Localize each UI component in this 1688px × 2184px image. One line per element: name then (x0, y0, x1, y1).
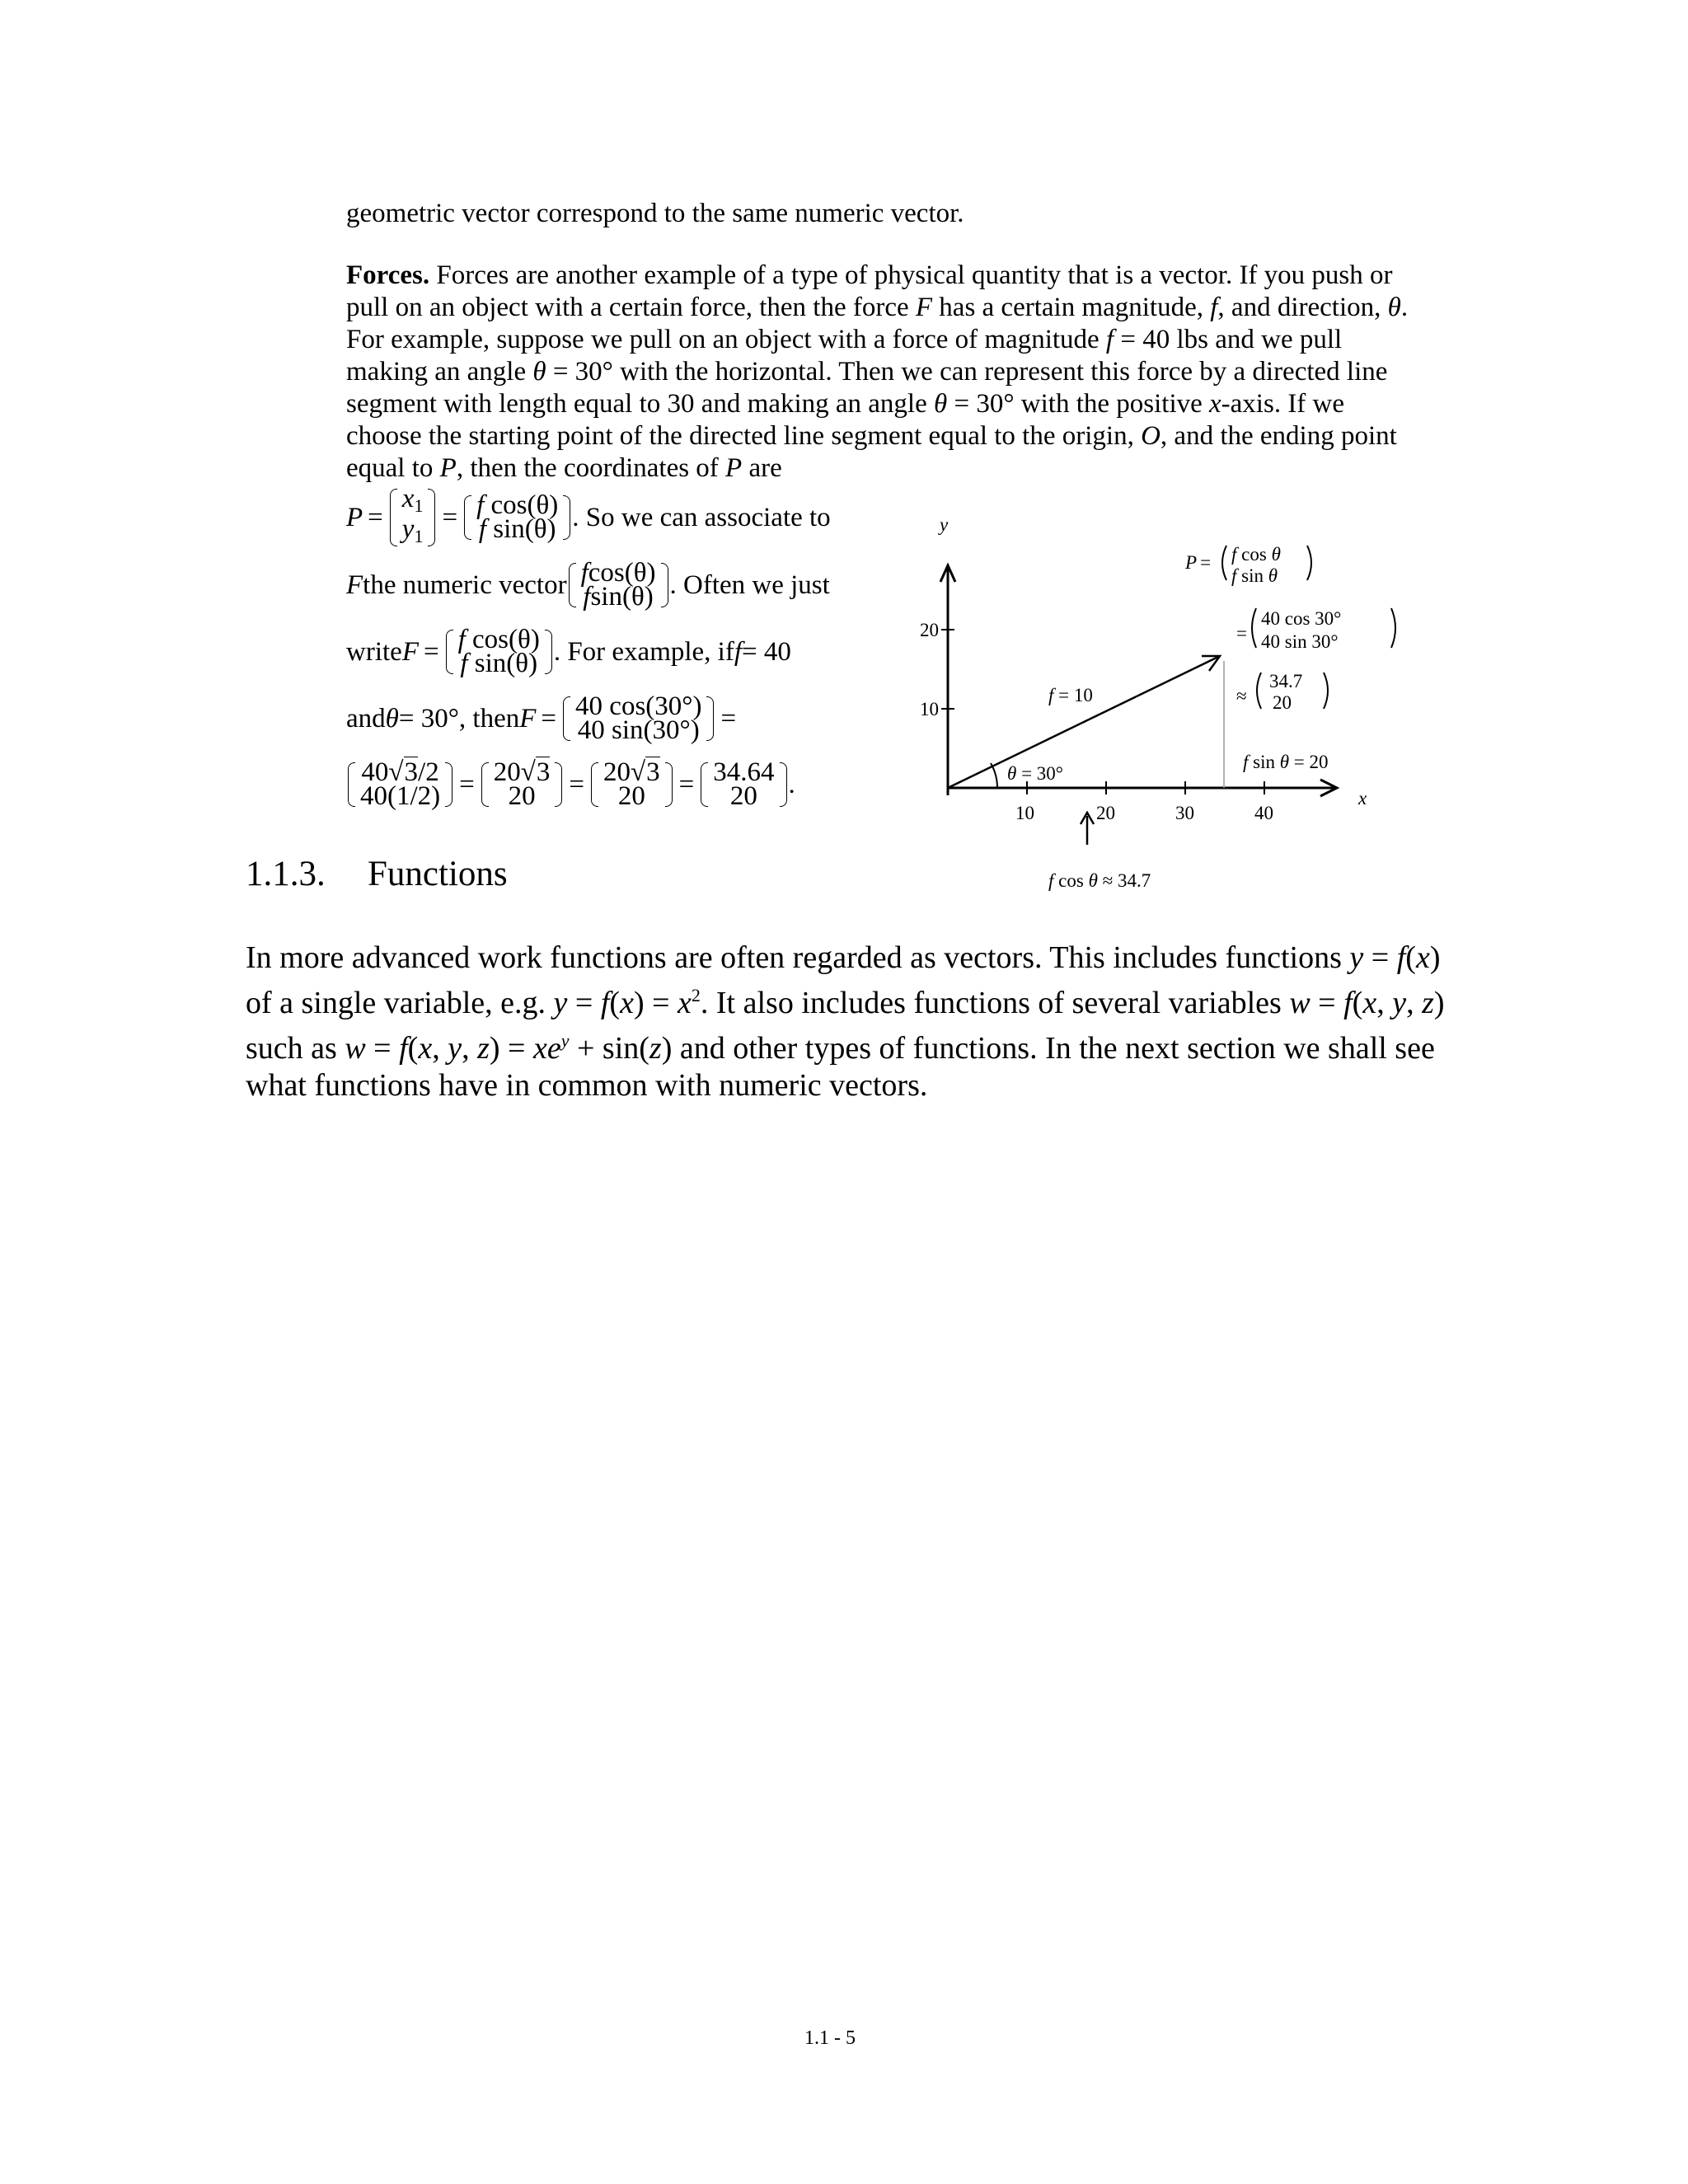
force-vector-figure (920, 511, 1418, 907)
vec3-left-paren (1257, 673, 1261, 709)
fsin-label: f sin θ = 20 (1243, 752, 1329, 772)
p-vec-right-paren (1307, 546, 1311, 580)
force-vector-line (948, 656, 1220, 788)
vector-fcos-fsin: f cos(θ) f sin(θ) (464, 494, 570, 541)
vec3-top: 34.7 (1269, 671, 1303, 691)
page-number: 1.1 - 5 (804, 2027, 856, 2049)
equation-f-numeric-vector: F the numeric vector fcos(θ) fsin(θ) . Often we just (346, 558, 830, 612)
section-title: Functions (368, 855, 508, 893)
vector-x1-y1: $x_1$ $y_1$ (390, 487, 436, 548)
equation-numeric-result: 40√3/2 40(1/2) = 20√3 20 = 20√3 20 = 34.64 20 . (346, 757, 795, 813)
magnitude-label: f = 10 (1048, 685, 1093, 705)
vec3-bottom: 20 (1273, 692, 1292, 713)
section-number: 1.1.3. (246, 855, 326, 893)
p-vec-bottom: f sin θ (1231, 565, 1278, 586)
x-axis-label: x (1358, 788, 1367, 808)
vec2-top: 40 cos 30° (1261, 608, 1342, 629)
y-axis-label: y (940, 514, 949, 535)
top-line: geometric vector correspond to the same numeric vector. (346, 199, 964, 228)
p-label: P = (1185, 552, 1212, 573)
forces-paragraph: Forces. Forces are another example of a type of physical quantity that is a vector. If you push or pull on an object with a certain force, then the force F has a certain magnitude, f, and direction, θ. For example, suppose we pull on an object with a force of magnitude f = 40 lbs and we pull making an angle θ = 30° with the horizontal. Then we can represent this force by a directed line segment with length equal to 30 and making an angle θ = 30° with the positive x-axis. If we choose the starting point of the directed line segment equal to the origin, O, and the ending point equal to P, then the coordinates of P are (346, 260, 1409, 483)
vec2-right-paren (1391, 608, 1395, 648)
x-tick-label-30: 30 (1175, 803, 1194, 823)
vector-fcos-fsin: f cos(θ) f sin(θ) (446, 628, 552, 676)
x-tick-label-20: 20 (1096, 803, 1115, 823)
vector-20sqrt3-b: 20√3 20 (591, 761, 673, 808)
equation-theta-30: and θ = 30°, then F = 40 cos(30°) 40 sin(30°) = (346, 691, 737, 745)
vec3-eq: ≈ (1236, 686, 1247, 706)
equation-p-coordinates: P = $x_1$ $y_1$ = f cos(θ) f sin(θ) . So we can associate to (346, 484, 831, 546)
vec2-left-paren (1252, 608, 1256, 648)
vector-20sqrt3-a: 20√3 20 (481, 761, 563, 808)
angle-label: θ = 30° (1007, 763, 1063, 784)
p-vec-left-paren (1222, 546, 1226, 580)
vec2-bottom: 40 sin 30° (1261, 631, 1339, 652)
equation-write-f: write F = f cos(θ) f sin(θ) . For example, if f = 40 (346, 625, 791, 678)
vector-40cos-40sin: 40 cos(30°) 40 sin(30°) (563, 695, 714, 743)
fcos-label: f cos θ ≈ 34.7 (1048, 870, 1151, 891)
functions-paragraph: In more advanced work functions are often regarded as vectors. This includes functions y = f(x) of a single variable, e.g. $y = f(x) = x^2$. It also includes functions of several variables w = f(x, y, z) such as w = f(x, y, $z) = xe^y + \sin(z)$ and other types of functions. In the next section we shall see what functions have in common with numeric vectors. (246, 940, 1445, 1103)
p-vec-top: f cos θ (1231, 544, 1281, 565)
vector-fcos-fsin: fcos(θ) fsin(θ) (569, 561, 668, 609)
vec3-right-paren (1324, 673, 1328, 709)
x-tick-label-40: 40 (1254, 803, 1273, 823)
x-tick-label-10: 10 (1015, 803, 1034, 823)
section-heading (246, 854, 508, 894)
forces-heading: Forces. (346, 260, 430, 290)
vector-34-64: 34.64 20 (701, 761, 786, 808)
y-tick-label-10: 10 (920, 699, 939, 719)
vec2-eq: = (1236, 623, 1247, 644)
y-tick-label-20: 20 (920, 620, 939, 640)
vector-40sqrt3-over-2: 40√3/2 40(1/2) (348, 761, 452, 808)
